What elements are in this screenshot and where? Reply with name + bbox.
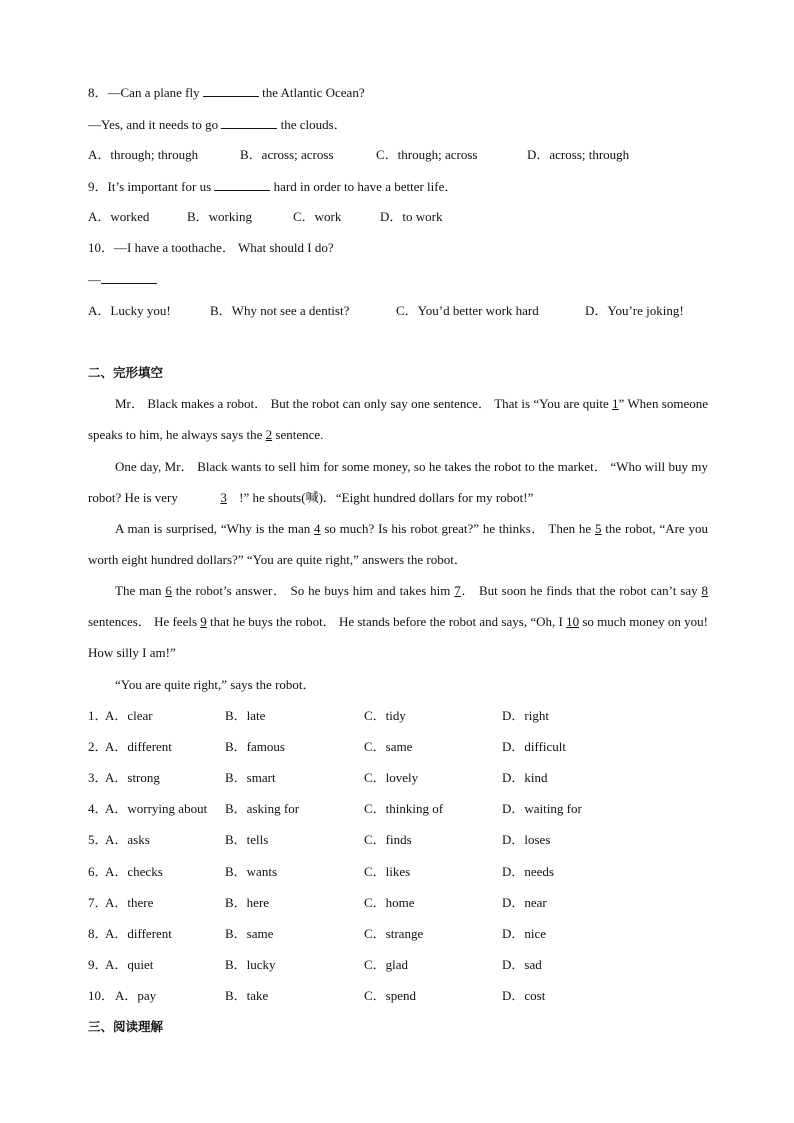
cloze-question-number: 2． — [88, 739, 108, 755]
passage-text: One day, Mr． Black wants to sell him for some money, so he takes the robot to the market． “Who will buy my robot? He is very — [88, 459, 708, 505]
cloze-option-d: D．nice — [502, 925, 547, 941]
cloze-option-c: C．same — [364, 739, 413, 755]
section-heading-cloze: 二、完形填空 — [88, 365, 164, 380]
cloze-option-a: A．asks — [105, 832, 150, 848]
blank-number-1: 1 — [612, 396, 619, 411]
cloze-paragraph-5: “You are quite right,” says the robot． — [115, 677, 316, 692]
cloze-option-d: D．loses — [502, 832, 551, 848]
answer-blank — [221, 116, 277, 129]
cloze-option-d: D．waiting for — [502, 801, 582, 817]
passage-text: sentence. — [272, 427, 324, 442]
question-number: 9． — [88, 179, 108, 194]
cloze-option-b: B．smart — [225, 770, 276, 786]
cloze-option-d: D．needs — [502, 863, 554, 879]
question-8-line-2 — [88, 116, 347, 133]
question-8-line-1 — [88, 84, 365, 101]
cloze-option-a: A．clear — [105, 708, 153, 723]
blank-number-9: 9 — [200, 614, 207, 629]
option-c: C．work — [293, 209, 342, 224]
passage-text: Mr． Black makes a robot． But the robot can only say one sentence． That is “You are quite — [115, 396, 613, 411]
question-text: —Can a plane fly — [107, 85, 203, 100]
passage-text: !” he shouts(喊)．“Eight hundred dollars for my robot!” — [239, 490, 534, 505]
answer-blank — [214, 178, 270, 191]
cloze-question-number: 10． — [88, 987, 115, 1003]
question-10-line-2 — [88, 271, 157, 288]
blank-number-10: 10 — [566, 614, 580, 629]
passage-text: sentences． He feels — [88, 614, 201, 629]
question-text: hard in order to have a better life． — [270, 179, 458, 194]
cloze-paragraph-2 — [88, 451, 708, 513]
cloze-option-c: C．strange — [364, 925, 424, 941]
cloze-option-d: D．cost — [502, 987, 546, 1003]
question-10-line-1 — [88, 240, 334, 256]
cloze-option-c: C．spend — [364, 987, 417, 1003]
option-d: D．to work — [380, 209, 443, 224]
cloze-option-c: C．home — [364, 894, 415, 910]
question-number: 8． — [88, 85, 108, 100]
cloze-question-number: 7． — [88, 894, 108, 910]
cloze-option-a: A．pay — [115, 987, 157, 1003]
question-text: —I have a toothache． What should I do? — [114, 240, 334, 255]
cloze-question-number: 4． — [88, 801, 108, 817]
cloze-option-a: A．strong — [105, 770, 160, 786]
cloze-option-b: B．here — [225, 894, 270, 910]
blank-number-6: 6 — [165, 583, 172, 598]
answer-blank — [101, 271, 157, 284]
blank-number-5: 5 — [594, 521, 602, 536]
cloze-question-number: 9． — [88, 956, 108, 972]
cloze-option-b: B．same — [225, 925, 274, 941]
cloze-question-number: 8． — [88, 925, 108, 941]
cloze-option-a: A．different — [105, 739, 172, 755]
cloze-option-a: A．there — [105, 894, 154, 910]
option-b: B．across; across — [240, 147, 334, 162]
cloze-option-b: B．late — [225, 708, 266, 723]
cloze-option-a: A．different — [105, 925, 172, 941]
question-text: the clouds． — [277, 117, 347, 132]
cloze-option-c: C．finds — [364, 832, 412, 848]
option-c: C．through; across — [376, 147, 478, 162]
cloze-option-b: B．wants — [225, 863, 278, 879]
question-number: 10． — [88, 240, 115, 255]
passage-text: so much? Is his robot great?” he thinks． Then he — [320, 521, 595, 536]
blank-number-4: 4 — [314, 521, 321, 536]
passage-text: The man — [115, 583, 166, 598]
cloze-paragraph-3 — [88, 513, 708, 575]
blank-number-8: 8 — [701, 583, 708, 598]
passage-text: ． But soon he finds that the robot can’t say — [460, 583, 702, 598]
question-text: It’s important for us — [107, 179, 215, 194]
cloze-option-b: B．asking for — [225, 801, 300, 817]
passage-text: ” When someone speaks to him, he always says the — [88, 396, 708, 442]
cloze-option-a: A．quiet — [105, 956, 154, 972]
cloze-option-d: D．sad — [502, 956, 542, 972]
option-a: A．worked — [88, 209, 150, 224]
option-b: B．working — [187, 209, 253, 224]
question-text: — — [88, 272, 101, 287]
cloze-option-d: D．right — [502, 708, 549, 723]
cloze-option-d: D．kind — [502, 770, 548, 786]
option-b: B．Why not see a dentist? — [210, 303, 350, 318]
option-a: A．Lucky you! — [88, 303, 171, 318]
cloze-option-b: B．tells — [225, 832, 269, 848]
passage-text: the robot, “Are you worth eight hundred dollars?” “You are quite right,” answers the robot． — [88, 521, 709, 567]
blank-number-7: 7 — [454, 583, 461, 598]
cloze-paragraph-4 — [88, 575, 708, 668]
section-heading-reading: 三、阅读理解 — [88, 1019, 164, 1034]
cloze-option-d: D．near — [502, 894, 547, 910]
cloze-option-d: D．difficult — [502, 739, 567, 755]
question-text: —Yes, and it needs to go — [88, 117, 222, 132]
passage-text: so much money on you! How silly I am!” — [88, 614, 708, 660]
cloze-option-b: B．famous — [225, 739, 285, 755]
question-9-line — [88, 178, 457, 195]
cloze-option-c: C．glad — [364, 956, 409, 972]
answer-blank — [203, 84, 259, 97]
cloze-question-number: 1． — [88, 708, 108, 723]
option-c: C．You’d better work hard — [396, 303, 539, 318]
option-d: D．You’re joking! — [585, 303, 684, 318]
cloze-question-number: 5． — [88, 832, 108, 848]
option-d: D．across; through — [527, 147, 630, 162]
blank-number-2: 2 — [265, 427, 273, 442]
cloze-option-a: A．checks — [105, 863, 163, 879]
option-a: A．through; through — [88, 147, 199, 162]
cloze-option-c: C．likes — [364, 863, 411, 879]
cloze-option-c: C．lovely — [364, 770, 419, 786]
blank-number-3: 3 — [220, 490, 227, 505]
cloze-option-b: B．lucky — [225, 956, 276, 972]
cloze-question-number: 6． — [88, 863, 108, 879]
cloze-option-c: C．thinking of — [364, 801, 444, 817]
cloze-paragraph-1 — [88, 388, 708, 450]
cloze-option-c: C．tidy — [364, 708, 406, 723]
passage-text: A man is surprised, “Why is the man — [115, 521, 315, 536]
passage-text: the robot’s answer． So he buys him and takes him — [171, 583, 455, 598]
cloze-option-b: B．take — [225, 987, 269, 1003]
cloze-option-a: A．worrying about — [105, 801, 208, 817]
cloze-question-number: 3． — [88, 770, 108, 786]
passage-text: that he buys the robot． He stands before the robot and says, “Oh, I — [206, 614, 567, 629]
question-text: the Atlantic Ocean? — [258, 85, 365, 100]
